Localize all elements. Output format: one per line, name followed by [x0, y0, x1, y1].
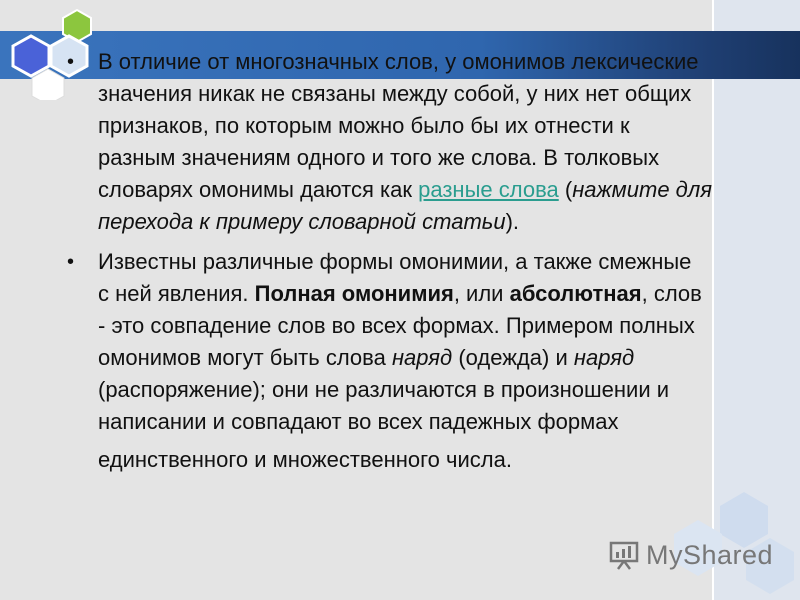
bullet-paragraph-2 — [63, 246, 713, 476]
text-segment: (одежда) и — [452, 345, 574, 370]
text-segment: В отличие от многозначных слов, у омонимов лексические значения никак не связаны между собой, у них нет общих признаков, по которым можно было бы их отнести к разным значениям одного и того же слова. В толковых словарях омонимы даются как — [98, 49, 699, 202]
bold-term-absolute: абсолютная — [509, 281, 642, 306]
hexagon-blue — [13, 36, 49, 76]
italic-example-1: наряд — [391, 345, 453, 370]
text-segment: , слов - это совпадение слов во всех формах. Примером полных омонимов могут быть слова — [98, 281, 702, 370]
italic-example-2: наряд — [573, 345, 635, 370]
different-words-link[interactable]: разные слова — [418, 177, 559, 202]
text-segment: ( — [558, 177, 573, 202]
bold-term-full-homonymy: Полная омонимия — [254, 281, 454, 306]
text-segment: Известны различные формы омонимии, а также смежные с ней явления. — [98, 249, 692, 306]
slide-content — [63, 46, 713, 476]
text-segment-tail: единственного и множественного числа. — [98, 447, 512, 472]
myshared-watermark — [608, 537, 773, 573]
bullet-marker: • — [67, 251, 75, 273]
text-segment: (распоряжение); они не различаются в произношении и написании и совпадают во всех падежных формах — [98, 377, 670, 434]
italic-note: нажмите для перехода к примеру словарной статьи — [98, 177, 712, 234]
text-segment: ). — [505, 209, 520, 234]
bullet-marker: • — [67, 51, 75, 73]
watermark-text: MyShared — [646, 539, 774, 570]
bullet-paragraph-1 — [63, 46, 713, 238]
presentation-chart-icon — [608, 539, 640, 571]
text-segment: , или — [453, 281, 510, 306]
